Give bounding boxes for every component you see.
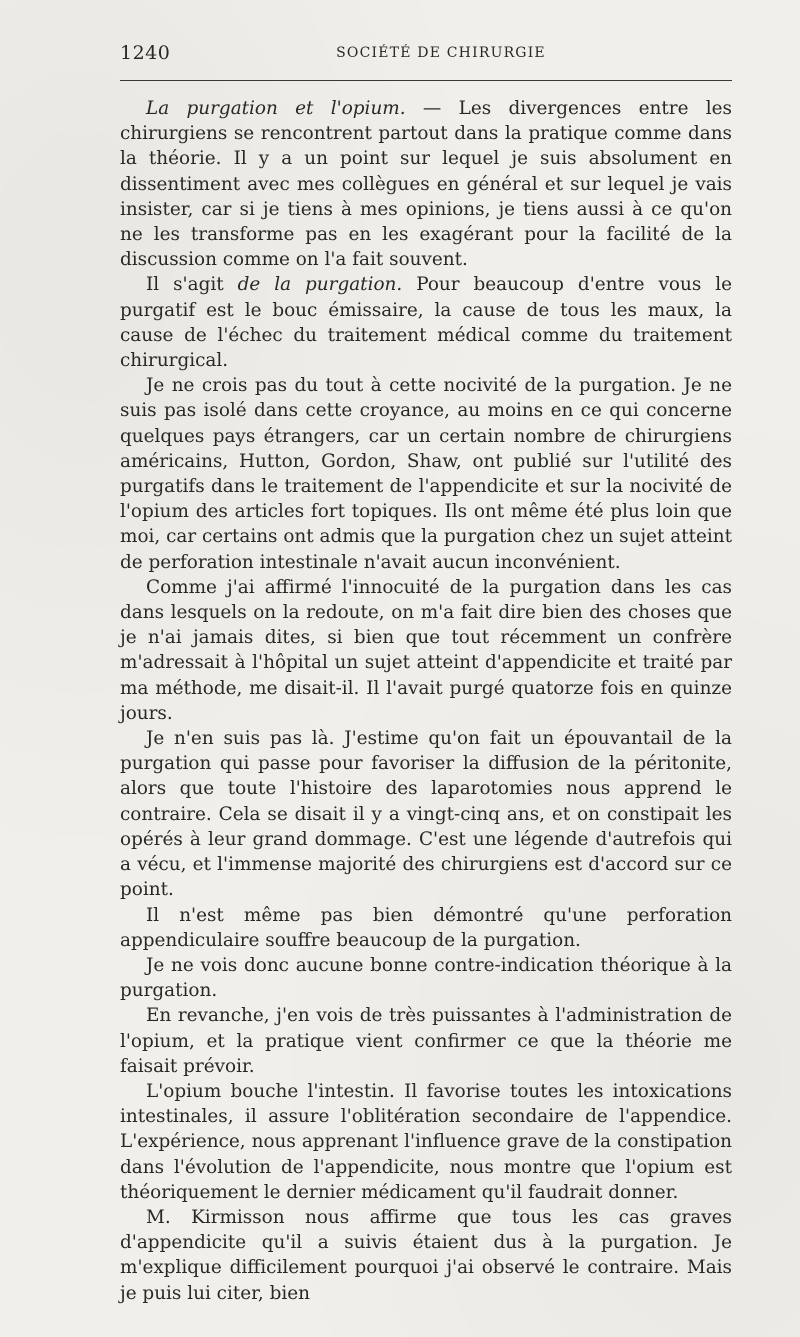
paragraph-lead-text: Il s'agit [146,274,238,296]
running-head: SOCIÉTÉ DE CHIRURGIE [336,45,546,61]
body-text [120,96,732,1306]
paragraph [120,96,732,272]
paragraph-text: Pour beaucoup d'entre vous le purgatif est le bouc émissaire, la cause de tous les maux, la cause de l'échec du traitement médical comme du traitement chirurgical. [120,274,732,372]
paragraph: Je ne crois pas du tout à cette nocivité de la purgation. Je ne suis pas isolé dans cette croyance, au moins en ce qui concerne quelques pays étrangers, car un certain nombre de chirurgiens américains, Hutton, Gordon, Shaw, ont publié sur l'utilité des purgatifs dans le traitement de l'appendicite et sur la nocivité de l'opium des articles fort topiques. Ils ont même été plus loin que moi, car certains ont admis que la purgation chez un sujet atteint de perforation intestinale n'avait aucun inconvénient. [120,375,732,573]
paragraph: Je n'en suis pas là. J'estime qu'on fait un épouvantail de la purgation qui passe pour favoriser la diffusion de la péritonite, alors que toute l'histoire des laparotomies nous apprend le contraire. Cela se disait il y a vingt-cinq ans, et on constipait les opérés à leur grand dommage. C'est une légende d'autrefois qui a vécu, et l'immense majorité des chirurgiens est d'accord sur ce point. [120,728,732,901]
paragraph: M. Kirmisson nous affirme que tous les cas graves d'appendicite qu'il a suivis étaient dus à la purgation. Je m'explique difficilement pourquoi j'ai observé le contraire. Mais je puis lui citer, bien [120,1206,732,1304]
emphasis-text: de la purgation. [237,274,403,296]
page-number: 1240 [120,42,171,64]
paragraph-text: — Les divergences entre les chirurgiens se rencontrent partout dans la pratique comme dans la théorie. Il y a un point sur lequel je suis absolument en dissentiment avec mes collègues en général et sur lequel je vais insister, car si je tiens à mes opinions, je tiens aussi à ce qu'on ne les transforme pas en les exagérant pour la facilité de la discussion comme on l'a fait souvent. [120,98,732,271]
header-rule [120,80,732,81]
paragraph: En revanche, j'en vois de très puissantes à l'administration de l'opium, et la pratique vient confirmer ce que la théorie me faisait prévoir. [120,1005,732,1077]
paragraph: Je ne vois donc aucune bonne contre-indication théorique à la purgation. [120,954,732,1002]
paragraph: Comme j'ai affirmé l'innocuité de la purgation dans les cas dans lesquels on la redoute, on m'a fait dire bien des choses que je n'ai jamais dites, si bien que tout récemment un confrère m'adressait à l'hôpital un sujet atteint d'appendicite et traité par ma méthode, me disait-il. Il l'avait purgé quatorze fois en quinze jours. [120,576,732,724]
page-header [120,42,732,68]
paragraph: Il n'est même pas bien démontré qu'une perforation appendiculaire souffre beaucoup de la purgation. [120,904,732,951]
paragraph [120,272,732,373]
section-heading: La purgation et l'opium. [146,98,406,119]
paragraph: L'opium bouche l'intestin. Il favorise toutes les intoxications intestinales, il assure l'oblitération secondaire de l'appendice. L'expérience, nous apprenant l'influence grave de la constipation dans l'évolution de l'appendicite, nous montre que l'opium est théoriquement le dernier médicament qu'il faudrait donner. [120,1080,732,1203]
